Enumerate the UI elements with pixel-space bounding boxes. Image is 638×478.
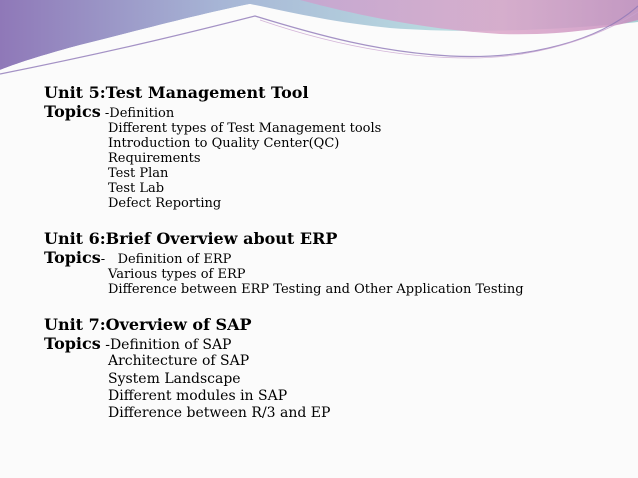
unit-7-topic-item: System Landscape [108, 371, 241, 387]
unit-5-topic-item: Defect Reporting [108, 196, 222, 211]
unit-5-topics-label: Topics [44, 102, 101, 121]
unit-7-topics-sep: - [100, 337, 110, 353]
unit-6-topic-item: Difference between ERP Testing and Other Application Testing [108, 282, 524, 297]
unit-6-heading: Unit 6:Brief Overview about ERP [44, 229, 338, 248]
unit-5-first-topic: Definition [109, 106, 175, 121]
unit-5-topics-sep: - [100, 106, 110, 121]
unit-5-topic-item: Introduction to Quality Center(QC) [108, 136, 340, 151]
unit-6-first-topic: Definition of ERP [117, 252, 232, 267]
unit-6-topics-row [44, 249, 231, 269]
unit-7-heading: Unit 7:Overview of SAP [44, 315, 252, 334]
unit-7-first-topic: Definition of SAP [109, 337, 232, 353]
unit-6-topics-sep: - [100, 252, 118, 267]
unit-5-topic-item: Test Lab [108, 181, 165, 196]
unit-5-topics-row [44, 103, 174, 123]
unit-7-topic-item: Different modules in SAP [108, 388, 288, 404]
unit-5-topic-item: Test Plan [108, 166, 169, 181]
unit-6-topic-item: Various types of ERP [108, 267, 246, 282]
unit-6-topics-label: Topics [44, 248, 101, 267]
unit-7-topic-item: Architecture of SAP [108, 353, 250, 369]
unit-7-topics-label: Topics [44, 334, 101, 353]
unit-5-heading: Unit 5:Test Management Tool [44, 83, 309, 102]
unit-5-topic-item: Requirements [108, 151, 201, 166]
unit-5-topic-item: Different types of Test Management tools [108, 121, 382, 136]
unit-7-topic-item: Difference between R/3 and EP [108, 405, 331, 421]
unit-7-topics-row [44, 335, 231, 354]
